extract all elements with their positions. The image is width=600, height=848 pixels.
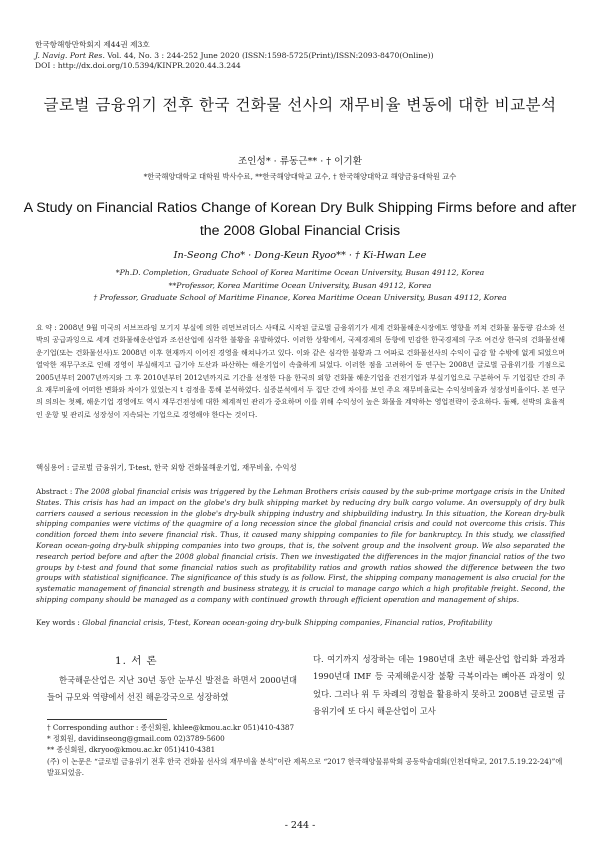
korean-keywords	[36, 462, 565, 473]
footnote-author-1: * 정회원, davidinseong@gmail.com 02)3789-5600	[47, 734, 225, 744]
english-affiliation-2: **Professor, Korea Maritime Ocean University, Busan 49112, Korea	[168, 280, 432, 290]
journal-volume-info: Vol. 44, No. 3 : 244-252 June 2020 (ISSN:1598-5725(Print)/ISSN:2093-8470(Online))	[104, 50, 434, 60]
korean-title: 글로벌 금융위기 전후 한국 건화물 선사의 재무비율 변동에 대한 비교분석	[43, 96, 557, 114]
footnote-note: (주) 이 논문은 “글로벌 금융위기 전후 한국 건화물 선사의 재무비율 분석”이란 제목으로 “2017 한국해양물류학회 공동학술대회(인천대학교, 2017.5.19.22-24)”에 발표되었음.	[47, 756, 563, 777]
english-affiliations	[0, 267, 600, 305]
footnotes	[47, 722, 567, 778]
journal-header	[35, 40, 434, 72]
journal-name-kr: 한국항해항만학회지 제44권 제3호	[35, 40, 150, 49]
body-text-left: 한국해운산업은 지난 30년 동안 눈부신 발전을 하면서 2000년대 들어 규모와 역량에서 선진 해운강국으로 성장하였	[47, 675, 297, 703]
doi-line: DOI : http://dx.doi.org/10.5394/KINPR.2020.44.3.244	[35, 61, 241, 71]
footnote-author-2: ** 종신회원, dkryoo@kmou.ac.kr 051)410-4381	[47, 745, 216, 755]
section-heading: 1. 서 론	[115, 655, 158, 667]
journal-abbrev: J. Navig. Port Res.	[35, 50, 105, 60]
footnote-corresponding: † Corresponding author : 종신회원, khlee@kmou.ac.kr 051)410-4387	[47, 723, 295, 732]
english-keywords-label: Key words :	[36, 618, 83, 627]
korean-abstract-text: 2008년 9월 미국의 서브프라임 모기지 부실에 의한 리먼브러더스 사태로 시작된 글로벌 금융위기가 세계 건화물해운시장에도 영향을 끼쳐 건화물 물동량 감소와 선박의 공급과잉으로 세계 건화물해운산업과 조선산업에 심각한 불황을 유발하였다. 이러한 상황에서, 국제경제의 동향에 민감한 한국경제의 구조 여건상 한국의 건화물선해운기업(또는 건화물선사)도 2008년 이후 현재까지 이어진 경영을 해쳐나가고 있다. 이와 같은 심각한 불황과 그 여파로 건화물선사의 수익이 급감 할 수밖에 없게 되었으며 열악한 재무구조로 인해 경영이 부실해지고 급기야 도산과 파산하는 해운기업이 속출하게 되었다. 이러한 점을 고려하여 동 연구는 2008년 글로벌 금융위기를 기점으로 2005년부터 2007년까지와 그 후 2010년부터 2012년까지로 기간을 선정한 다음 한국의 외항 건화물 해운기업을 건전기업과 부실기업으로 구분하여 두 기업집단 간의 주요 재무비율에 어떠한 변화와 차이가 있었는지 t 검정을 통해 분석하였다. 실증분석에서 두 집단 간에 차이를 보인 주요 재무비율로는 수익성비율과 성장성비율이다. 본 연구의 의의는 첫째, 해운기업 경영에도 역시 재무건전성에 대한 체계적인 관리가 중요하며 이를 위해 수익성이 높은 화물을 계약하는 영업전략이 중요하다. 둘째, 선박의 효율적인 운항 및 관리로 성장성이 지속되는 기업으로 경영해야 한다는 것이다.	[36, 323, 565, 419]
english-abstract	[36, 487, 565, 606]
korean-abstract	[36, 322, 565, 421]
english-keywords	[36, 618, 565, 627]
page-number: - 244 -	[284, 820, 316, 831]
english-keywords-text: Global financial crisis, T-test, Korean ocean-going dry-bulk Shipping companies, Financial ratios, Profitability	[82, 618, 493, 627]
english-affiliation-1: *Ph.D. Completion, Graduate School of Korea Maritime Ocean University, Busan 49112, Korea	[115, 268, 485, 277]
korean-authors: 조인성* · 류동근** · † 이기환	[238, 156, 362, 167]
footnote-divider	[47, 719, 167, 720]
korean-keywords-label: 핵심용어 :	[36, 463, 72, 472]
korean-affiliation: *한국해양대학교 대학원 박사수료, **한국해양대학교 교수, † 한국해양대학교 해양금융대학원 교수	[143, 172, 457, 181]
english-abstract-label: Abstract :	[36, 487, 75, 496]
korean-abstract-label: 요 약 :	[36, 323, 60, 332]
body-text-right: 다. 여기까지 성장하는 데는 1980년대 초반 해운산업 합리화 과정과 1990년대 IMF 등 국제해운시장 불황 극복이라는 뼈아픈 과정이 있었다. 그러나 위 두 차례의 경험을 활용하지 못하고 2008년 글로벌 금융위기에 또 다시 해운산업이 고사	[313, 654, 565, 716]
english-authors: In-Seong Cho* · Dong-Keun Ryoo** · † Ki-Hwan Lee	[173, 250, 427, 261]
english-affiliation-3: † Professor, Graduate School of Maritime Finance, Korea Maritime Ocean University, Busan 49112, Korea	[93, 293, 507, 303]
english-abstract-text: The 2008 global financial crisis was triggered by the Lehman Brothers crisis caused by the sub-prime mortgage crisis in the United States. This crisis has had an impact on the globe's dry bulk shipping market by reducing dry bulk cargo volume. An oversupply of dry bulk carriers caused a serious recession in the globe's dry-bulk shipping industry and shipbuilding industry. In this situation, the Korean dry-bulk shipping companies were victims of the quagmire of a long recession since the global financial crisis and could not overcome this crisis. This condition forced them into severe financial risk. Thus, it caused many shipping companies to file for bankruptcy. In this study, we classified Korean ocean-going dry-bulk shipping companies into two groups, that is, the solvent group and the insolvent group. We also separated the research period before and after the 2008 global financial crisis. Then we investigated the differences in the major financial ratios of the two groups by t-test and found that some financial ratios such as profitability ratios and growth ratios showed the difference between the two groups with statistical significance. The significance of this study is as follow. First, the shipping company management is also crucial for the systematic management of financial strength and business strategy, it is crucial to manage cargo which a high profitable freight. Second, the shipping company should be managed as a company with continued growth through efficient operation and management of ships.	[36, 487, 565, 604]
korean-keywords-text: 글로벌 금융위기, T-test, 한국 외항 건화물해운기업, 재무비율, 수익성	[71, 463, 297, 472]
journal-citation	[35, 51, 434, 62]
english-title: A Study on Financial Ratios Change of Korean Dry Bulk Shipping Firms before and after the 2008 Global Financial Crisis	[23, 200, 577, 239]
